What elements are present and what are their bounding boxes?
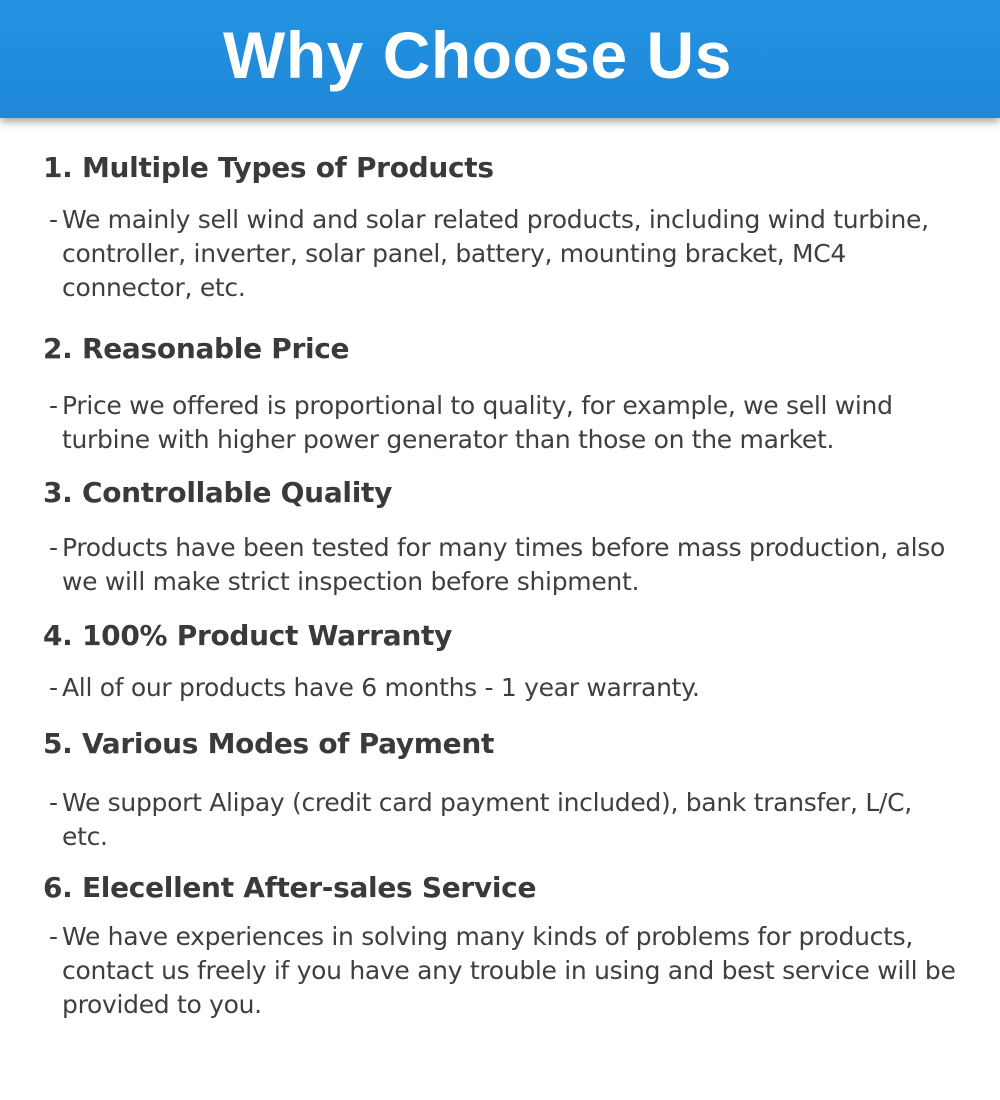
section-1-title: 1. Multiple Types of Products bbox=[43, 151, 494, 184]
dash-bullet: - bbox=[49, 788, 58, 817]
section-5-body bbox=[49, 786, 957, 854]
section-2-text: Price we offered is proportional to quality, for example, we sell wind turbine with higher power generator than those on the market. bbox=[62, 391, 893, 454]
dash-bullet: - bbox=[49, 673, 58, 702]
dash-bullet: - bbox=[49, 922, 58, 951]
section-6-text: We have experiences in solving many kinds of problems for products, contact us freely if you have any trouble in using and best service will be provided to you. bbox=[62, 922, 956, 1019]
section-4-title: 4. 100% Product Warranty bbox=[43, 619, 453, 652]
header-banner bbox=[0, 0, 1000, 118]
section-2-title: 2. Reasonable Price bbox=[43, 332, 350, 365]
section-6-title: 6. Elecellent After-sales Service bbox=[43, 871, 537, 904]
dash-bullet: - bbox=[49, 205, 58, 234]
dash-bullet: - bbox=[49, 391, 58, 420]
section-1-body bbox=[49, 203, 957, 305]
section-5-text: We support Alipay (credit card payment included), bank transfer, L/C, etc. bbox=[62, 788, 912, 851]
section-1-text: We mainly sell wind and solar related products, including wind turbine, controller, inverter, solar panel, battery, mounting bracket, MC4 connector, etc. bbox=[62, 205, 929, 302]
page-title: Why Choose Us bbox=[223, 18, 732, 92]
section-4-text: All of our products have 6 months - 1 year warranty. bbox=[62, 673, 700, 702]
section-4-body bbox=[49, 671, 957, 705]
section-6-body bbox=[49, 920, 957, 1022]
dash-bullet: - bbox=[49, 533, 58, 562]
section-2-body bbox=[49, 389, 957, 457]
section-5-title: 5. Various Modes of Payment bbox=[43, 727, 495, 760]
section-3-text: Products have been tested for many times before mass production, also we will make strict inspection before shipment. bbox=[62, 533, 945, 596]
section-3-title: 3. Controllable Quality bbox=[43, 476, 393, 509]
section-3-body bbox=[49, 531, 957, 599]
